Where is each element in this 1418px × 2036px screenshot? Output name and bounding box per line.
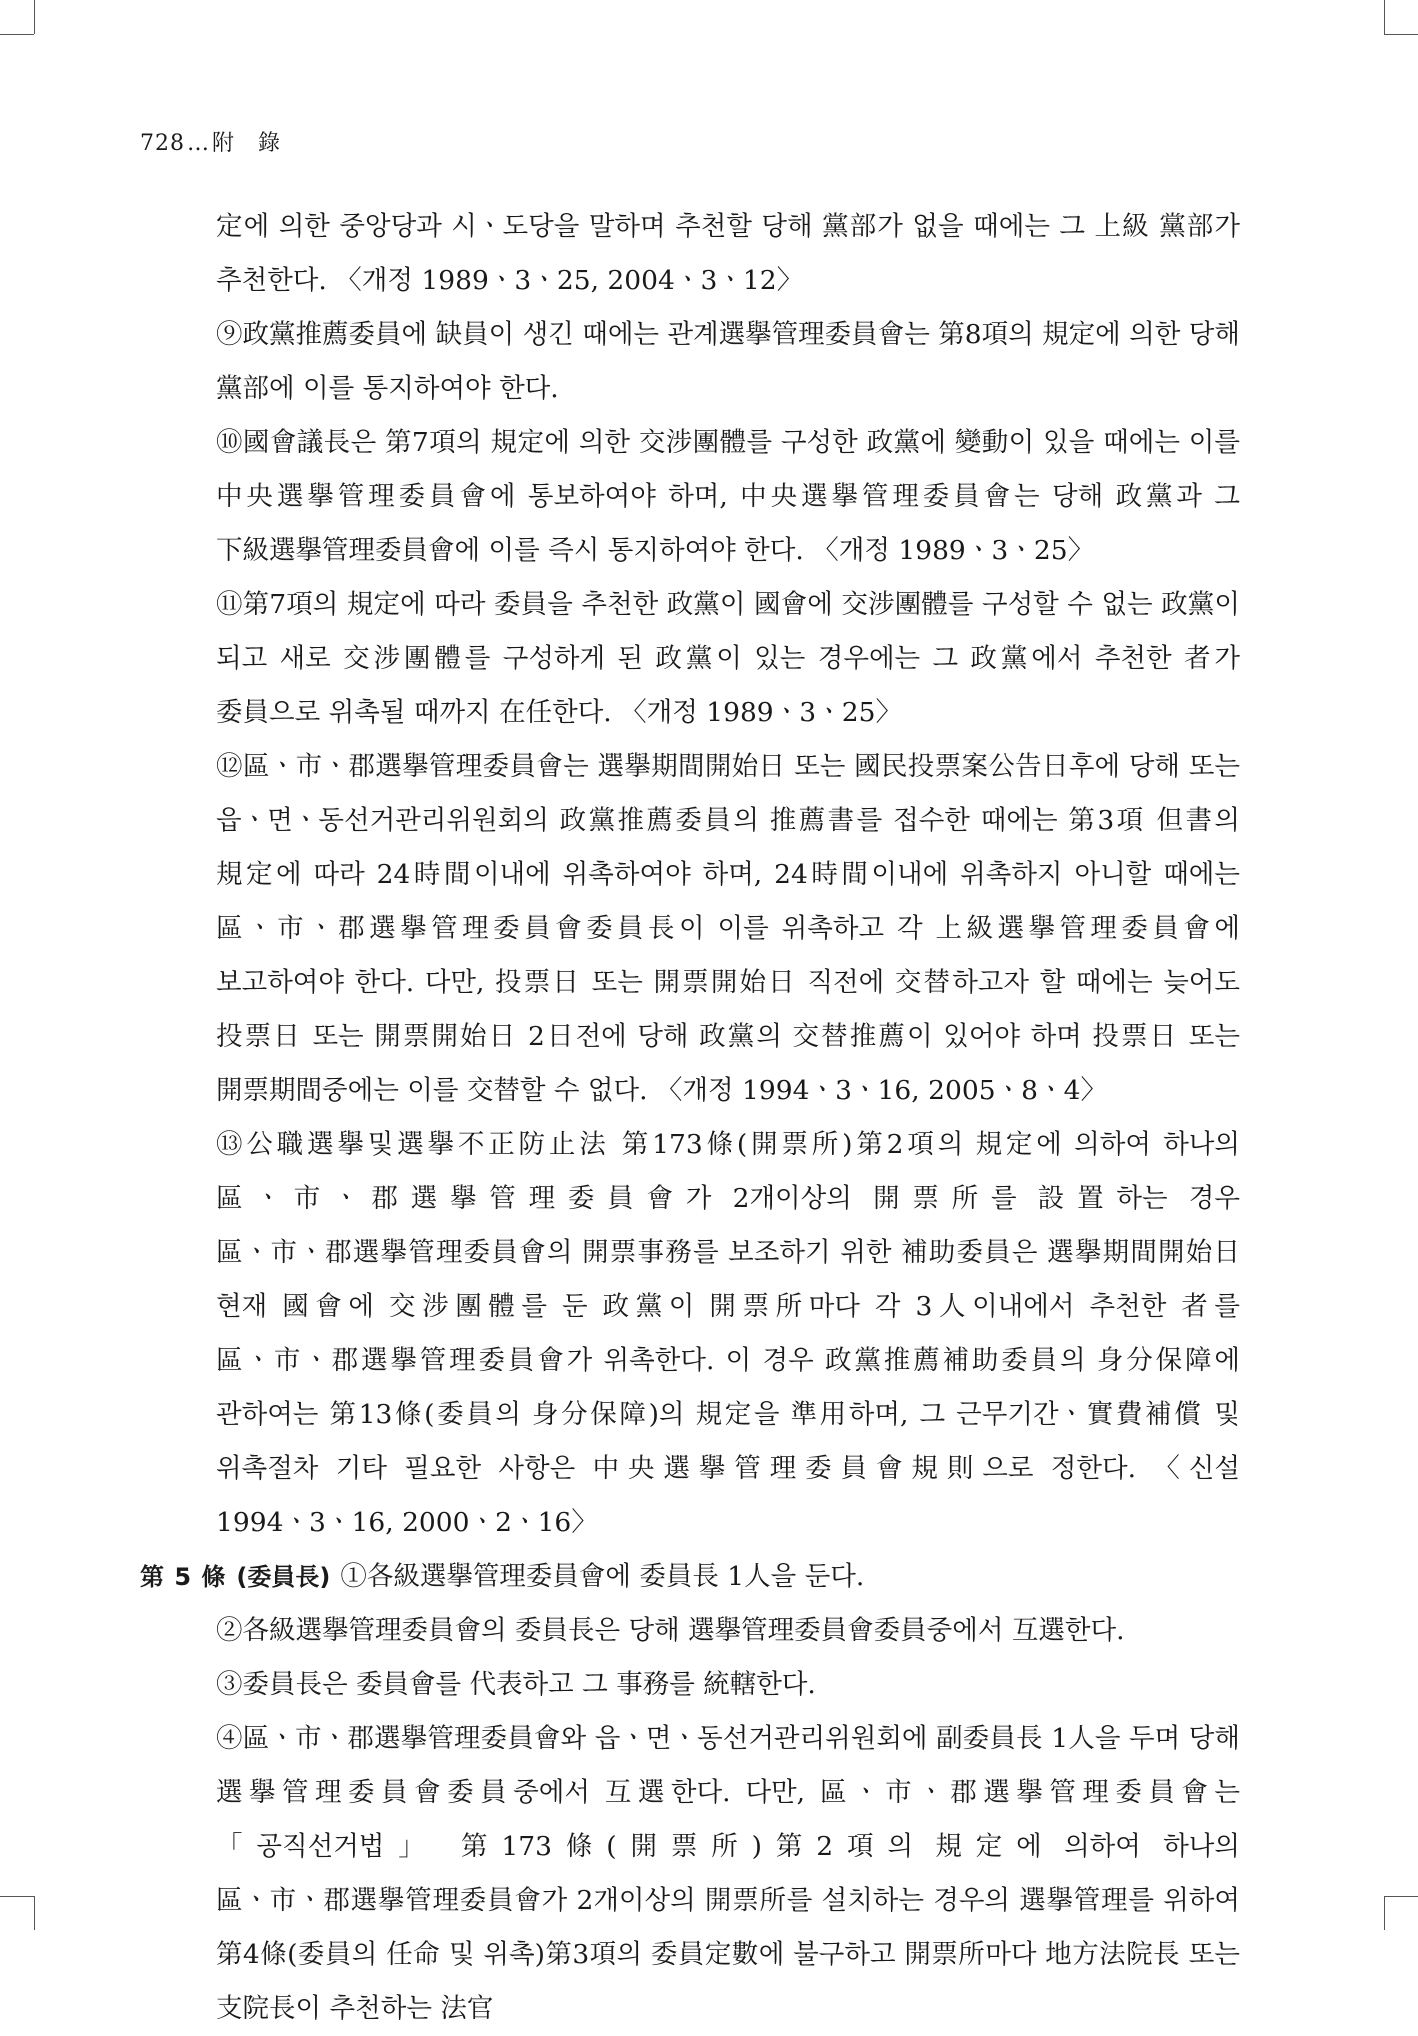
article-clause-4: ④區ㆍ市ㆍ郡選擧管理委員會와 읍ㆍ면ㆍ동선거관리위원회에 副委員長 1人을 두며 당해 選擧管理委員會委員중에서 互選한다. 다만, 區ㆍ市ㆍ郡選擧管理委員會는 「공직선거법」 第173條(開票所)第2項의 規定에 의하여 하나의 區ㆍ市ㆍ郡選擧管理委員會가 2개이상의 開票所를 설치하는 경우의 選擧管理를 위하여 第4條(委員의 任命 및 위촉)第3項의 委員定數에 불구하고 開票所마다 地方法院長 또는 支院長이 추천하는 法官 [216,1723,1240,2024]
page-number: 728 [140,131,185,156]
paragraph-13: ⑬公職選擧및選擧不正防止法 第173條(開票所)第2項의 規定에 의하여 하나의 區ㆍ市ㆍ郡選擧管理委員會가 2개이상의 開票所를 設置하는 경우 區ㆍ市ㆍ郡選擧管理委員會의 開票事務를 보조하기 위한 補助委員은 選擧期間開始日 현재 國會에 交涉團體를 둔 政黨이 開票所마다 각 3人이내에서 추천한 者를 區ㆍ市ㆍ郡選擧管理委員會가 위촉한다. 이 경우 政黨推薦補助委員의 身分保障에 관하여는 第13條(委員의 身分保障)의 規定을 準用하며, 그 근무기간ㆍ實費補償 및 위촉절차 기타 필요한 사항은 中央選擧管理委員會規則으로 정한다. 〈신설 1994ㆍ3ㆍ16, 2000ㆍ2ㆍ16〉 [216,1129,1240,1538]
crop-mark-bottom-right [1384,1896,1385,1930]
crop-mark-top-right [1384,0,1385,34]
crop-mark-top-left-h [0,34,34,35]
crop-mark-top-right-h [1384,34,1418,35]
running-head-separator: … [187,131,210,156]
paragraph-10: ⑩國會議長은 第7項의 規定에 의한 交涉團體를 구성한 政黨에 變動이 있을 때에는 이를 中央選擧管理委員會에 통보하여야 하며, 中央選擧管理委員會는 당해 政黨과 그 下級選擧管理委員會에 이를 즉시 통지하여야 한다. 〈개정 1989ㆍ3ㆍ25〉 [216,427,1240,566]
crop-mark-bottom-left-h [0,1896,34,1897]
article-number: 第 5 條 [140,1563,227,1591]
crop-mark-bottom-left [34,1896,35,1930]
article-clause-3: ③委員長은 委員會를 代表하고 그 事務를 統轄한다. [216,1669,816,1700]
page-body [140,200,1240,2036]
paragraph-9: ⑨政黨推薦委員에 缺員이 생긴 때에는 관계選擧管理委員會는 第8項의 規定에 의한 당해 黨部에 이를 통지하여야 한다. [216,319,1240,404]
crop-mark-top-left [34,0,35,34]
crop-mark-bottom-right-h [1384,1896,1418,1897]
article-clause-2: ②各級選擧管理委員會의 委員長은 당해 選擧管理委員會委員중에서 互選한다. [216,1615,1125,1646]
section-title: 附 錄 [212,131,282,156]
article-clause-1: ①各級選擧管理委員會에 委員長 1人을 둔다. [340,1561,865,1592]
paragraph-continuation: 定에 의한 중앙당과 시ㆍ도당을 말하며 추천할 당해 黨部가 없을 때에는 그 上級 黨部가 추천한다. 〈개정 1989ㆍ3ㆍ25, 2004ㆍ3ㆍ12〉 [216,211,1240,296]
article-title: (委員長) [236,1563,331,1591]
paragraph-12: ⑫區ㆍ市ㆍ郡選擧管理委員會는 選擧期間開始日 또는 國民投票案公告日후에 당해 또는 읍ㆍ면ㆍ동선거관리위원회의 政黨推薦委員의 推薦書를 접수한 때에는 第3項 但書의 規定에 따라 24時間이내에 위촉하여야 하며, 24時間이내에 위촉하지 아니할 때에는 區ㆍ市ㆍ郡選擧管理委員會委員長이 이를 위촉하고 각 上級選擧管理委員會에 보고하여야 한다. 다만, 投票日 또는 開票開始日 직전에 交替하고자 할 때에는 늦어도 投票日 또는 開票開始日 2日전에 당해 政黨의 交替推薦이 있어야 하며 投票日 또는 開票期間중에는 이를 交替할 수 없다. 〈개정 1994ㆍ3ㆍ16, 2005ㆍ8ㆍ4〉 [216,751,1240,1106]
paragraph-11: ⑪第7項의 規定에 따라 委員을 추천한 政黨이 國會에 交涉團體를 구성할 수 없는 政黨이 되고 새로 交涉團體를 구성하게 된 政黨이 있는 경우에는 그 政黨에서 추천한 者가 委員으로 위촉될 때까지 在任한다. 〈개정 1989ㆍ3ㆍ25〉 [216,589,1240,728]
running-head [140,126,281,157]
article-5-heading [140,1550,1240,1604]
